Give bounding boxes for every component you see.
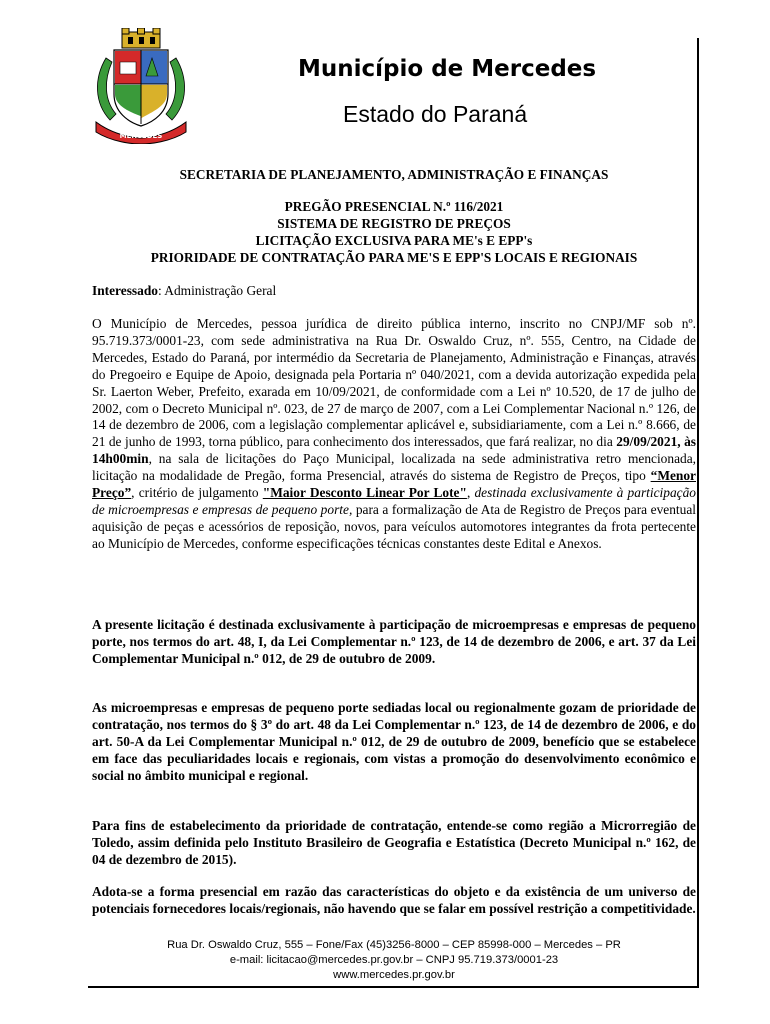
criterio-julgamento: "Maior Desconto Linear Por Lote" <box>262 485 467 501</box>
licitacao-exclusiva-heading: LICITAÇÃO EXCLUSIVA PARA ME's E EPP's <box>255 233 533 248</box>
estado-subtitle: Estado do Paraná <box>343 101 528 127</box>
crown-icon <box>122 28 160 48</box>
exclusive-participation-text: destinada exclusivamente à participação de microempresas e empresas de pequeno porte, <box>92 485 696 517</box>
tipo-menor-preco: “Menor Preço” <box>92 468 696 501</box>
region-paragraph: Para fins de estabelecimento da prioridade de contratação, entende-se como região a Microrregião de Toledo, assim definida pelo Instituto Brasileiro de Geografia e Estatística (Decreto Municipal n.º 162, de 04 de dezembro de 2015). <box>92 818 696 867</box>
intro-text-3: , critério de julgamento <box>131 485 263 501</box>
shield-icon <box>114 50 168 126</box>
intro-paragraph <box>92 316 696 553</box>
registro-precos-heading: SISTEMA DE REGISTRO DE PREÇOS <box>277 216 511 231</box>
municipal-coat-of-arms <box>92 28 190 144</box>
pregao-number: PREGÃO PRESENCIAL N.º 116/2021 <box>284 199 504 214</box>
prioridade-heading: PRIORIDADE DE CONTRATAÇÃO PARA ME'S E EPP'S LOCAIS E REGIONAIS <box>150 250 638 265</box>
footer-website-link[interactable]: www.mercedes.pr.gov.br <box>333 969 455 981</box>
crest-label: MERCEDES <box>119 132 163 140</box>
presencial-paragraph: Adota-se a forma presencial em razão das características do objeto e da existência de um universo de potenciais fornecedores locais/regionais, não havendo que se falar em possível restrição a competitividade. <box>92 884 696 916</box>
intro-text-2: , na sala de licitações do Paço Municipal, localizada na sede administrativa retro mencionada, licitação na modalidade de Pregão, forma Presencial, através do sistema de Registro de Preços, tipo <box>92 451 696 484</box>
intro-text-4: , <box>466 485 475 501</box>
page-border-right <box>697 38 699 988</box>
intro-text-1: O Município de Mercedes, pessoa jurídica de direito pública interno, inscrito no CNPJ/MF sob nº. 95.719.373/0001-23, com sede administrativa na Rua Dr. Oswaldo Cruz, nº. 555, Centro, na Cidade de Mercedes, Estado do Paraná, por intermédio da Secretaria de Planejamento, Administração e Finanças, através do Pregoeiro e Equipe de Apoio, designada pela Portaria nº 040/2021, com a devida autorização expedida pela Sr. Laerton Weber, Prefeito, exarada em 10/09/2021, de conformidade com a Lei nº 10.520, de 17 de julho de 2002, com o Decreto Municipal nº. 023, de 27 de março de 2007, com a Lei Complementar Nacional n.º 126, de 14 de dezembro de 2006, com a legislação complementar aplicável e, subsidiariamente, com a Lei n.º 8.666, de 21 de junho de 1993, torna público, para conhecimento dos interessados, que fará realizar, no dia <box>92 316 696 450</box>
interessado-line <box>92 283 696 300</box>
priority-paragraph: As microempresas e empresas de pequeno porte sediadas local ou regionalmente gozam de prioridade de contratação, nos termos do § 3º do art. 48 da Lei Complementar n.º 123, de 14 de dezembro de 2006, e do art. 50-A da Lei Complementar Municipal n.º 012, de 29 de outubro de 2009, benefício que se estabelece em face das peculiaridades locais e regionais, com vistas a promoção do desenvolvimento econômico e social no âmbito municipal e regional. <box>92 700 696 783</box>
interessado-label: Interessado <box>92 283 158 298</box>
page-border-bottom <box>88 986 699 988</box>
secretaria-heading: SECRETARIA DE PLANEJAMENTO, ADMINISTRAÇÃO E FINANÇAS <box>179 167 609 182</box>
exclusive-paragraph: A presente licitação é destinada exclusivamente à participação de microempresas e empresas de pequeno porte, nos termos do art. 48, I, da Lei Complementar n.º 123, de 14 de dezembro de 2006, e art. 37 da Lei Complementar Municipal n.º 012, de 29 de outubro de 2009. <box>92 617 696 666</box>
interessado-value: : Administração Geral <box>157 283 277 298</box>
municipio-title: Município de Mercedes <box>298 56 597 82</box>
intro-text-5: para a formalização de Ata de Registro de Preços para eventual aquisição de peças e acessórios de reposição, novos, para veículos automotores integrantes da frota pertecente ao Município de Mercedes, conforme especificações técnicas constantes deste Edital e Anexos. <box>92 501 696 551</box>
session-date: 29/09/2021, às 14h00min <box>92 434 696 467</box>
footer-address: Rua Dr. Oswaldo Cruz, 555 – Fone/Fax (45)3256-8000 – CEP 85998-000 – Mercedes – PR <box>167 939 621 951</box>
footer-email[interactable]: e-mail: licitacao@mercedes.pr.gov.br – CNPJ 95.719.373/0001-23 <box>229 954 559 966</box>
